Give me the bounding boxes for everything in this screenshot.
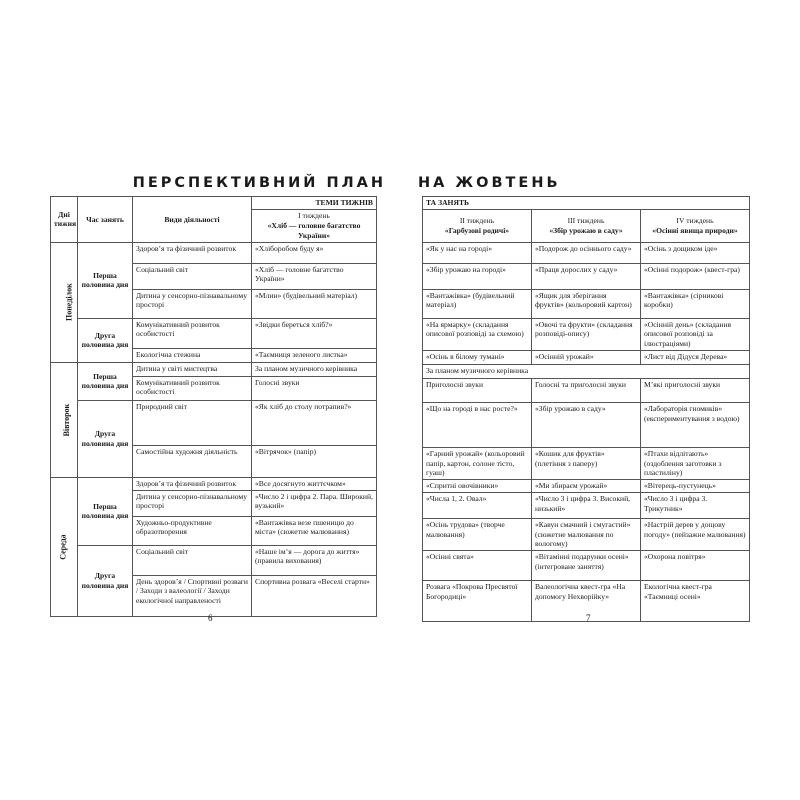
week-3-cell: «Овочі та фрукти» (складання розповіді-опису) bbox=[532, 318, 641, 350]
activity-cell: День здоров’я / Спортивні розваги / Заходи з валеології / Заходи екологічної направленості bbox=[133, 575, 252, 616]
plan-table-right bbox=[422, 196, 750, 622]
activity-cell: Художньо-продуктивне образотворення bbox=[133, 516, 252, 545]
week-3-cell: «Праця дорослих у саду» bbox=[532, 263, 641, 289]
header-themes: ТЕМИ ТИЖНІВ bbox=[252, 197, 377, 210]
week-4-cell: «Вітерець-пустунець» bbox=[641, 480, 750, 493]
week-4-cell: Екологічна квест-гра «Таємниці осені» bbox=[641, 581, 750, 622]
week-3-cell: «Число 3 і цифра 3. Високий, низький» bbox=[532, 493, 641, 519]
header-time: Час занять bbox=[78, 197, 133, 243]
week-3-cell: Валеологічна квест-гра «На допомогу Нехворійку» bbox=[532, 581, 641, 622]
week-1-cell: За планом музичного керівника bbox=[252, 362, 377, 376]
plan-table-left bbox=[50, 196, 377, 617]
week-2-cell: «На ярмарку» (складання описової розповіді за схемою) bbox=[423, 318, 532, 350]
activity-cell: Природний світ bbox=[133, 400, 252, 445]
week-1-cell: «Вантажівка везе пшеницю до міста» (сюжетне малювання) bbox=[252, 516, 377, 545]
activity-cell: Соціальний світ bbox=[133, 545, 252, 575]
time-second-half: Друга половина дня bbox=[78, 400, 133, 477]
week-2-cell: «Вантажівка» (будівельний матеріал) bbox=[423, 289, 532, 318]
week-4-cell: «Вантажівка» (сірникові коробки) bbox=[641, 289, 750, 318]
activity-cell: Здоров’я та фізичний розвиток bbox=[133, 242, 252, 263]
week-2-cell: «Осінь в білому тумані» bbox=[423, 350, 532, 364]
header-activity: Види діяльності bbox=[133, 197, 252, 243]
week-4-header: IV тиждень «Осінні явища природи» bbox=[641, 209, 750, 242]
week-4-cell: «Птахи відлітають» (оздоблення заготовки з пластиліну) bbox=[641, 447, 750, 479]
week-2-cell: «Числа 1, 2. Овал» bbox=[423, 493, 532, 519]
week-3-cell: «Подорож до осіннього саду» bbox=[532, 242, 641, 263]
week-4-cell: «Осінні подорож» (квест-гра) bbox=[641, 263, 750, 289]
week-1-cell: «Наше ім’я — дорога до життя» (правила виховання) bbox=[252, 545, 377, 575]
week-2-cell: «Гарний урожай» (кольоровий папір, картон, солоне тісто, гуаш) bbox=[423, 447, 532, 479]
week-4-cell: «Лист від Дідуся Дерева» bbox=[641, 350, 750, 364]
page-number-left: 6 bbox=[208, 613, 213, 623]
week-4-cell: М’які приголосні звуки bbox=[641, 378, 750, 402]
activity-cell: Дитина у світі мистецтва bbox=[133, 362, 252, 376]
week-4-cell: «Осінь з дощиком іде» bbox=[641, 242, 750, 263]
week-1-cell: «Звідки береться хліб?» bbox=[252, 318, 377, 348]
time-second-half: Друга половина дня bbox=[78, 318, 133, 362]
time-first-half: Перша половина дня bbox=[78, 242, 133, 318]
week-1-cell: «Хліб — головне багатство України» bbox=[252, 263, 377, 289]
week-1-cell: «Як хліб до столу потрапив?» bbox=[252, 400, 377, 445]
page-title-left: ПЕРСПЕКТИВНИЙ ПЛАН bbox=[132, 175, 386, 191]
day-monday: Понеділок bbox=[51, 242, 78, 362]
header-lessons: ТА ЗАНЯТЬ bbox=[423, 197, 750, 210]
activity-cell: Дитина у сенсорно-пізнавальному просторі bbox=[133, 289, 252, 318]
week-3-cell: «Ящик для зберігання фруктів» (кольоровий картон) bbox=[532, 289, 641, 318]
week-1-cell: «Хліборобом буду я» bbox=[252, 242, 377, 263]
header-day: Дні тижня bbox=[51, 197, 78, 243]
week-1-cell: «Число 2 і цифра 2. Пара. Широкий, вузький» bbox=[252, 490, 377, 516]
week-2-cell: «Збір урожаю на городі» bbox=[423, 263, 532, 289]
day-wednesday: Середа bbox=[51, 477, 78, 616]
week-3-cell: «Вітамінні подарунки осені» (інтегроване заняття) bbox=[532, 551, 641, 581]
week-4-cell: «Охорона повітря» bbox=[641, 551, 750, 581]
week-1-cell: Голосні звуки bbox=[252, 376, 377, 400]
week-2-cell: «Спритні овочівники» bbox=[423, 480, 532, 493]
week-3-cell: «Кошик для фруктів» (плетіння з паперу) bbox=[532, 447, 641, 479]
week-1-label: I тиждень bbox=[298, 211, 330, 221]
activity-cell: Самостійна художня діяльність bbox=[133, 445, 252, 477]
week-2-header: II тиждень «Гарбузові родичі» bbox=[423, 209, 532, 242]
week-2-cell: «Осінні свята» bbox=[423, 551, 532, 581]
week-1-title: «Хліб — головне багатство України» bbox=[267, 220, 361, 240]
week-4-cell: «Лабораторія гномиків» (експериментування з водою) bbox=[641, 402, 750, 447]
week-2-cell: «Як у нас на городі» bbox=[423, 242, 532, 263]
week-1-cell: «Млин» (будівельний матеріал) bbox=[252, 289, 377, 318]
activity-cell: Комунікативний розвиток особистості bbox=[133, 376, 252, 400]
activity-cell: Здоров’я та фізичний розвиток bbox=[133, 477, 252, 490]
week-2-cell: «Осінь трудова» (творче малювання) bbox=[423, 519, 532, 551]
week-2-cell: Розвага «Покрова Пресвятої Богородиці» bbox=[423, 581, 532, 622]
week-1-header bbox=[252, 209, 377, 242]
time-second-half: Друга половина дня bbox=[78, 545, 133, 616]
merged-cell: За планом музичного керівника bbox=[423, 364, 750, 378]
week-4-cell: «Настрій дерев у дощову погоду» (пейзажне малювання) bbox=[641, 519, 750, 551]
page-title-right: НА ЖОВТЕНЬ bbox=[418, 175, 561, 191]
week-1-cell: «Таємниця зеленого листка» bbox=[252, 348, 377, 362]
week-3-cell: «Осінній урожай» bbox=[532, 350, 641, 364]
activity-cell: Соціальний світ bbox=[133, 263, 252, 289]
activity-cell: Дитина у сенсорно-пізнавальному просторі bbox=[133, 490, 252, 516]
week-1-cell: «Все досягнуто життєчком» bbox=[252, 477, 377, 490]
week-3-cell: «Кавун смачний і смугастий» (сюжетне малювання по вологому) bbox=[532, 519, 641, 551]
day-tuesday: Вівторок bbox=[51, 362, 78, 477]
activity-cell: Екологічна стежина bbox=[133, 348, 252, 362]
activity-cell: Комунікативний розвиток особистості bbox=[133, 318, 252, 348]
week-3-header: III тиждень «Збір урожаю в саду» bbox=[532, 209, 641, 242]
week-4-cell: «Число 3 і цифра 3. Трикутник» bbox=[641, 493, 750, 519]
week-3-cell: «Ми збираєм урожай» bbox=[532, 480, 641, 493]
page-number-right: 7 bbox=[586, 613, 591, 623]
week-1-cell: Спортивна розвага «Веселі старти» bbox=[252, 575, 377, 616]
week-2-cell: «Що на городі в нас росте?» bbox=[423, 402, 532, 447]
time-first-half: Перша половина дня bbox=[78, 362, 133, 400]
week-4-cell: «Осінній день» (складання описової розповіді за ілюстраціями) bbox=[641, 318, 750, 350]
week-3-cell: «Збір урожаю в саду» bbox=[532, 402, 641, 447]
time-first-half: Перша половина дня bbox=[78, 477, 133, 545]
week-1-cell: «Вітрячок» (папір) bbox=[252, 445, 377, 477]
week-3-cell: Голосні та приголосні звуки bbox=[532, 378, 641, 402]
week-2-cell: Приголосні звуки bbox=[423, 378, 532, 402]
